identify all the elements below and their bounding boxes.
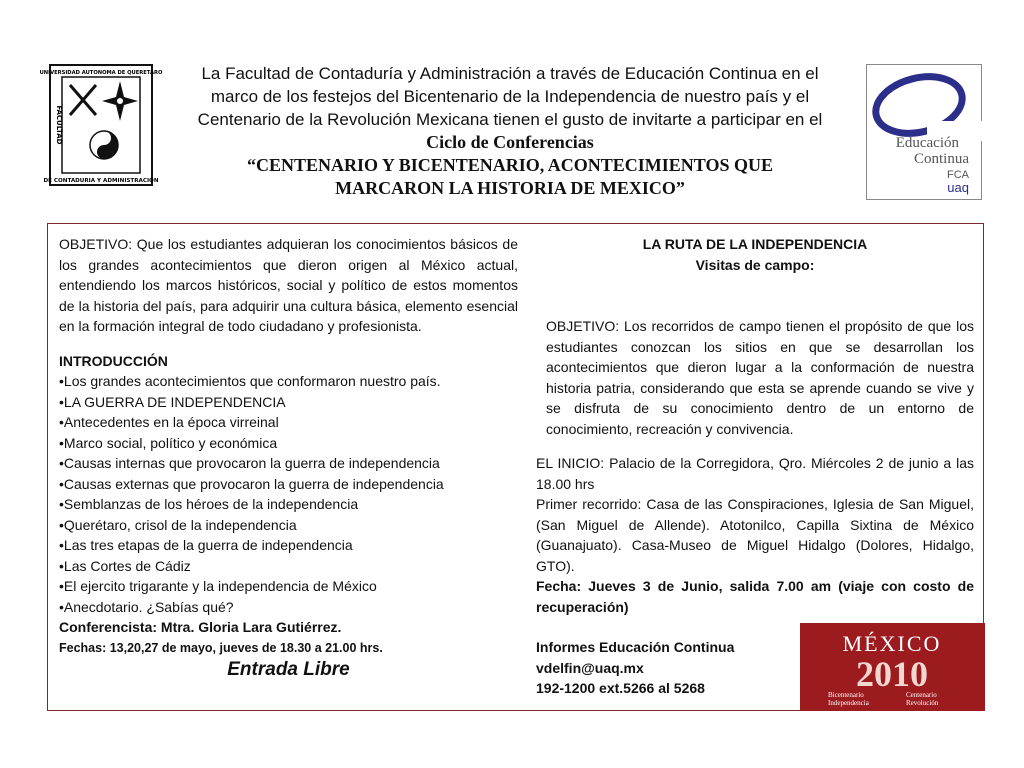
- mexico-title: MÉXICO: [842, 631, 942, 656]
- mexico-2010-logo: [800, 623, 985, 711]
- svg-text:UNIVERSIDAD AUTONOMA DE QUERET: UNIVERSIDAD AUTONOMA DE QUERETARO: [39, 70, 163, 76]
- mexico-2010-graphic: [800, 623, 985, 711]
- caption-centenario: Centenario: [906, 691, 937, 699]
- conference-objective: OBJETIVO: Que los estudiantes adquieran los conocimientos básicos de los grandes acontecimientos que dieron origen al México actual, entendiendo los marcos históricos, social y político de estos momentos de la historia del país, para adquirir una cultura básica, elemento esencial en la formación integral de todo ciudadano y profesionista.: [59, 236, 518, 334]
- topic-item: •Antecedentes en la época virreinal: [59, 414, 279, 430]
- topic-item: •Los grandes acontecimientos que conformaron nuestro país.: [59, 373, 441, 389]
- caption-bicentenario: Bicentenario: [828, 691, 864, 699]
- educacion-continua-graphic: [867, 65, 981, 199]
- event-title-line-2: MARCARON LA HISTORIA DE MEXICO”: [335, 178, 685, 198]
- start-info: EL INICIO: Palacio de la Corregidora, Qro. Miércoles 2 de junio a las 18.00 hrs: [536, 455, 974, 492]
- logo-line-educacion: Educación: [895, 135, 959, 151]
- visits-objective: OBJETIVO: Los recorridos de campo tienen el propósito de que los estudiantes conozcan los sitios en que se desarrollan los acontecimientos que dieron lugar a la conformación de nuestra historia patria, considerando que esta se aprende cuando se vive y se disfruta de su conocimiento dentro de un entorno de conocimiento, recreación y convivencia.: [546, 318, 974, 437]
- conference-dates: Fechas: 13,20,27 de mayo, jueves de 18.30 a 21.00 hrs.: [59, 640, 383, 655]
- topic-item: •LA GUERRA DE INDEPENDENCIA: [59, 393, 286, 410]
- caption-independencia: Independencia: [828, 699, 869, 707]
- route-title: LA RUTA DE LA INDEPENDENCIA: [642, 236, 868, 252]
- first-route-info: Primer recorrido: Casa de las Conspiraciones, Iglesia de San Miguel, (San Miguel de Allende). Atotonilco, Capilla Sixtina de México (Guanajuato). Casa-Museo de Miguel Hidalgo (Dolores, Hidalgo, GTO).: [536, 496, 974, 574]
- caption-revolucion: Revolución: [906, 699, 939, 707]
- topics-list: [59, 371, 518, 617]
- event-title-line-1: “CENTENARIO Y BICENTENARIO, ACONTECIMIENTOS QUE: [247, 155, 773, 175]
- contact-label: Informes Educación Continua: [536, 639, 735, 655]
- topic-item: •Querétaro, crisol de la independencia: [59, 516, 297, 533]
- topic-item: •Semblanzas de los héroes de la independencia: [59, 496, 359, 512]
- svg-text:DE CONTADURIA Y ADMINISTRACION: DE CONTADURIA Y ADMINISTRACION: [43, 178, 159, 184]
- mexico-year: 2010: [856, 654, 928, 694]
- topic-item: •Anecdotario. ¿Sabías qué?: [59, 598, 234, 615]
- topic-item: •Causas externas que provocaron la guerra de independencia: [59, 475, 444, 492]
- faculty-seal-logo: [39, 63, 163, 187]
- contact-phone: 192-1200 ext.5266 al 5268: [536, 680, 705, 696]
- topic-item: •El ejercito trigarante y la independencia de México: [59, 578, 377, 594]
- logo-line-continua: Continua: [914, 151, 969, 167]
- speaker-line: Conferencista: Mtra. Gloria Lara Gutiérrez.: [59, 619, 342, 635]
- topic-item: •Marco social, político y económica: [59, 434, 278, 451]
- intro-line-1: La Facultad de Contaduría y Administración a través de Educación Continua en el: [201, 64, 819, 83]
- educacion-continua-logo: [866, 64, 982, 200]
- free-entry-label: Entrada Libre: [227, 659, 350, 680]
- contact-email[interactable]: vdelfin@uaq.mx: [536, 659, 644, 676]
- invitation-header: [160, 62, 860, 200]
- intro-line-2: marco de los festejos del Bicentenario de la Independencia de nuestro país y el: [210, 87, 810, 106]
- logo-line-fca: FCA: [947, 169, 969, 181]
- topic-item: •Las Cortes de Cádiz: [59, 557, 191, 574]
- introduction-heading: INTRODUCCIÓN: [59, 352, 168, 369]
- topic-item: •Las tres etapas de la guerra de independencia: [59, 537, 353, 553]
- conference-column: [59, 234, 518, 681]
- logo-line-uaq: uaq: [947, 180, 969, 195]
- series-title: Ciclo de Conferencias: [426, 132, 594, 152]
- svg-text:FACULTAD: FACULTAD: [55, 105, 63, 145]
- topic-item: •Causas internas que provocaron la guerra de independencia: [59, 455, 440, 471]
- trip-date: Fecha: Jueves 3 de Junio, salida 7.00 am (viaje con costo de recuperación): [536, 578, 974, 615]
- route-subtitle: Visitas de campo:: [695, 256, 815, 273]
- intro-line-3: Centenario de la Revolución Mexicana tienen el gusto de invitarte a participar en el: [197, 110, 823, 129]
- seal-graphic: [39, 63, 163, 187]
